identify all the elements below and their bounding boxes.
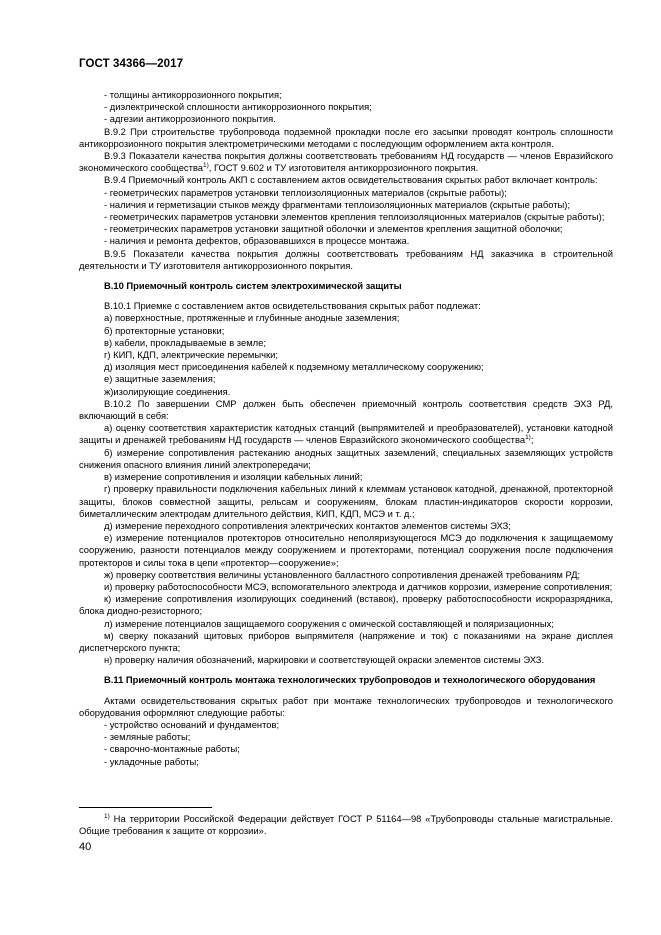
intro-paragraphs [79,89,613,272]
list-item: м) сверку показаний щитовых приборов выпрямителя (напряжение и ток) с показаниями на экране дисплея диспетчерского пункта; [79,629,613,653]
list-item: - сварочно-монтажные работы; [104,743,240,755]
list-item: ж) проверку соответствия величины установленного балластного сопротивления дренажей требованиям РД; [104,568,581,580]
list-item: е) измерение потенциалов протекторов относительно неполяризующегося МСЭ до подключения к защищаемому сооружению, разности потенциалов между сооружением и протекторами, потенциал сооружения после подключения протекторов и силы тока в цепи «протектор—сооружение»; [79,532,613,568]
list-item: н) проверку наличия обозначений, маркировки и соответствующей окраски элементов системы ЭХЗ. [104,654,545,666]
clause-text: ; [530,434,534,446]
list-item: - земляные работы; [104,731,191,743]
list-item [79,422,613,446]
list-item: и) проверку работоспособности МСЭ, вспомогательного электрода и датчиков коррозии, измерение сопротивления; [104,580,613,592]
clause-text: а) оценку соответствия характеристик катодных станций (выпрямителей и преобразователей), установки катодной защиты и дренажей требованиям НД государств — членов Евразийского экономического сообщества [79,422,613,446]
clause-text: В.9.3 Показатели качества покрытия должны соответствовать требованиям НД государств — членов Евразийского экономического сообщества [79,150,613,174]
page-body [79,89,613,768]
clause-b10-2: В.10.2 По завершении СМР должен быть обеспечен приемочный контроль соответствия средств ЭХЗ РД, включающий в себя: [79,397,613,422]
list-item: б) протекторные установки; [104,324,225,336]
section-heading-b11: В.11 Приемочный контроль монтажа технологических трубопроводов и технологического оборудования [104,674,596,686]
clause-b9-3 [79,150,613,174]
clause-b9-4: В.9.4 Приемочный контроль АКП с составлением актов освидетельствования скрытых работ включает контроль: [104,174,598,186]
footnote [79,813,613,837]
list-item: к) измерение сопротивления изолирующих соединений (вставок), проверку работоспособности искроразрядника, блока диодно-резисторного; [79,593,613,617]
page-number: 40 [79,841,92,853]
list-item: е) защитные заземления; [104,373,216,385]
list-item: - диэлектрической сплошности антикоррозионного покрытия; [104,101,372,113]
footnote-text [79,813,613,837]
list-item: - геометрических параметров установки теплоизоляционных материалов (скрытые работы); [104,186,507,198]
list-item: а) поверхностные, протяженные и глубинные анодные заземления; [104,312,400,324]
list-item: г) КИП, КДП, электрические перемычки; [104,349,278,361]
list-item: - геометрических параметров установки элементов крепления теплоизоляционных материалов (скрытые работы); [104,211,605,223]
footnote-ref: 1) [203,162,209,170]
list-item: - адгезии антикоррозионного покрытия. [104,113,276,125]
list-item: - геометрических параметров установки защитной оболочки и элементов крепления защитной оболочки; [104,223,563,235]
list-item: г) проверку правильности подключения кабельных линий к клеммам установок катодной, дренажной, протекторной защиты, блоков совместной защиты, рельсам и сооружениям, блокам пластин-индикаторов скорости коррозии, биметаллическим электродам длительного действия, КИП, КДП, МСЭ и т. д.; [79,483,613,519]
clause-b11: Актами освидетельствования скрытых работ при монтаже технологических трубопроводов и технологического оборудования оформляют следующие работы: [79,694,613,718]
list-item: ж)изолирующие соединения. [104,385,231,397]
list-item: - устройство оснований и фундаментов; [104,718,280,730]
list-item: - наличия и герметизации стыков между фрагментами теплоизоляционных материалов (скрытые работы); [104,198,570,210]
list-item: в) измерение сопротивления и изоляции кабельных линий; [104,471,363,483]
section-b10-body [79,300,613,666]
clause-b9-5: В.9.5 Показатели качества покрытия должны соответствовать требованиям НД заказчика в строительной деятельности и ТУ изготовителя антикоррозионного покрытия. [79,247,613,271]
document-header: ГОСТ 34366—2017 [79,58,184,70]
clause-b9-2: В.9.2 При строительстве трубопровода подземной прокладки после его засыпки проводят контроль сплошности антикоррозионного покрытия электрометрическими методами с последующим оформлением акта контроля. [79,125,613,149]
footnote-marker: 1) [104,813,110,820]
list-item: - наличия и ремонта дефектов, образовавшихся в процессе монтажа. [104,235,410,247]
list-item: в) кабели, прокладываемые в земле; [104,336,266,348]
footnote-body: На территории Российской Федерации действует ГОСТ Р 51164—98 «Трубопроводы стальные магистральные. Общие требования к защите от коррозии». [79,813,613,837]
list-item: б) измерение сопротивления растеканию анодных защитных заземлений, специальных заземляющих устройств снижения опасного влияния линий электропередачи; [79,446,613,470]
list-item: - укладочные работы; [104,755,199,767]
list-item: д) измерение переходного сопротивления электрических контактов элементов системы ЭХЗ; [104,519,511,531]
footnote-divider [79,807,212,808]
clause-b10-1: В.10.1 Приемке с составлением актов освидетельствования скрытых работ подлежат: [104,300,481,312]
section-heading-b10: В.10 Приемочный контроль систем электрохимической защиты [104,280,402,292]
list-item: - толщины антикоррозионного покрытия; [104,89,282,100]
footnote-ref: 1) [525,434,531,442]
list-item: л) измерение потенциалов защищаемого сооружения с омической составляющей и поляризационных; [104,617,554,629]
clause-text: , ГОСТ 9.602 и ТУ изготовителя антикоррозионного покрытия. [208,162,479,174]
section-b11-body [79,695,613,768]
list-item: д) изоляция мест присоединения кабелей к подземному металлическому сооружению; [104,361,484,373]
